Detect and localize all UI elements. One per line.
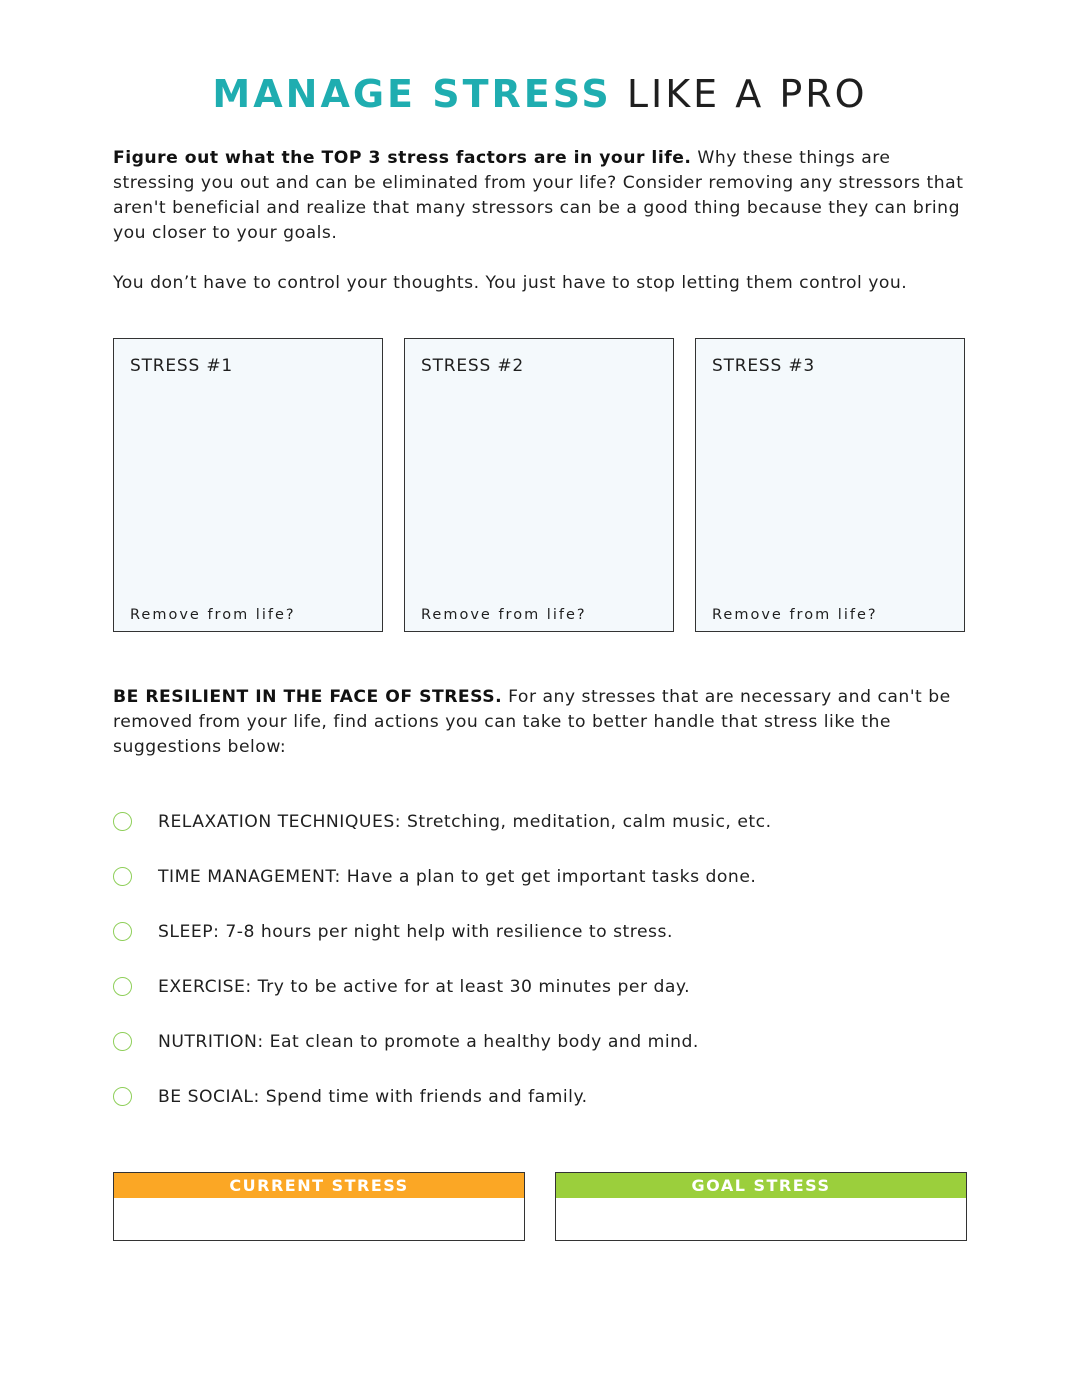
list-item [113, 810, 973, 865]
list-item [113, 920, 973, 975]
stress-box-2[interactable] [404, 338, 674, 632]
tip-text: RELAXATION TECHNIQUES: Stretching, meditation, calm music, etc. [158, 812, 772, 832]
checkbox-circle-icon[interactable] [113, 977, 132, 996]
checkbox-circle-icon[interactable] [113, 1087, 132, 1106]
checkbox-circle-icon[interactable] [113, 812, 132, 831]
list-item [113, 865, 973, 920]
remove-from-life-prompt: Remove from life? [130, 607, 296, 623]
tips-list [113, 810, 973, 1140]
tip-text: NUTRITION: Eat clean to promote a healthy body and mind. [158, 1032, 699, 1052]
resilient-bold: BE RESILIENT IN THE FACE OF STRESS. [113, 687, 503, 707]
current-stress-field[interactable] [114, 1198, 524, 1240]
list-item [113, 1085, 973, 1140]
checkbox-circle-icon[interactable] [113, 867, 132, 886]
checkbox-circle-icon[interactable] [113, 1032, 132, 1051]
tip-text: TIME MANAGEMENT: Have a plan to get get important tasks done. [158, 867, 757, 887]
stress-box-label: STRESS #3 [712, 356, 815, 376]
stress-box-label: STRESS #1 [130, 356, 233, 376]
stress-box-label: STRESS #2 [421, 356, 524, 376]
tip-text: SLEEP: 7-8 hours per night help with resilience to stress. [158, 922, 673, 942]
stress-box-3[interactable] [695, 338, 965, 632]
page-title [0, 68, 1080, 120]
remove-from-life-prompt: Remove from life? [421, 607, 587, 623]
stress-box-1[interactable] [113, 338, 383, 632]
remove-from-life-prompt: Remove from life? [712, 607, 878, 623]
intro-bold: Figure out what the TOP 3 stress factors are in your life. [113, 148, 692, 168]
checkbox-circle-icon[interactable] [113, 922, 132, 941]
quote-text: You don’t have to control your thoughts. You just have to stop letting them control you. [113, 273, 908, 293]
list-item [113, 1030, 973, 1085]
goal-stress-field[interactable] [556, 1198, 966, 1240]
intro-text: Why these things are stressing you out and can be eliminated from your life? Consider removing any stressors that aren't beneficial and realize that many stressors can be a good thing because they can bring you closer to your goals. [113, 148, 964, 243]
current-stress-box [113, 1172, 525, 1241]
resilient-paragraph [113, 685, 973, 760]
list-item [113, 975, 973, 1030]
intro-paragraph [113, 146, 969, 246]
goal-stress-header: GOAL STRESS [556, 1173, 966, 1198]
title-accent: MANAGE STRESS [212, 72, 612, 116]
title-rest: LIKE A PRO [626, 72, 868, 116]
tip-text: EXERCISE: Try to be active for at least 30 minutes per day. [158, 977, 691, 997]
current-stress-header: CURRENT STRESS [114, 1173, 524, 1198]
resilient-text: For any stresses that are necessary and can't be removed from your life, find actions you can take to better handle that stress like the suggestions below: [113, 687, 951, 757]
tip-text: BE SOCIAL: Spend time with friends and family. [158, 1087, 588, 1107]
goal-stress-box [555, 1172, 967, 1241]
